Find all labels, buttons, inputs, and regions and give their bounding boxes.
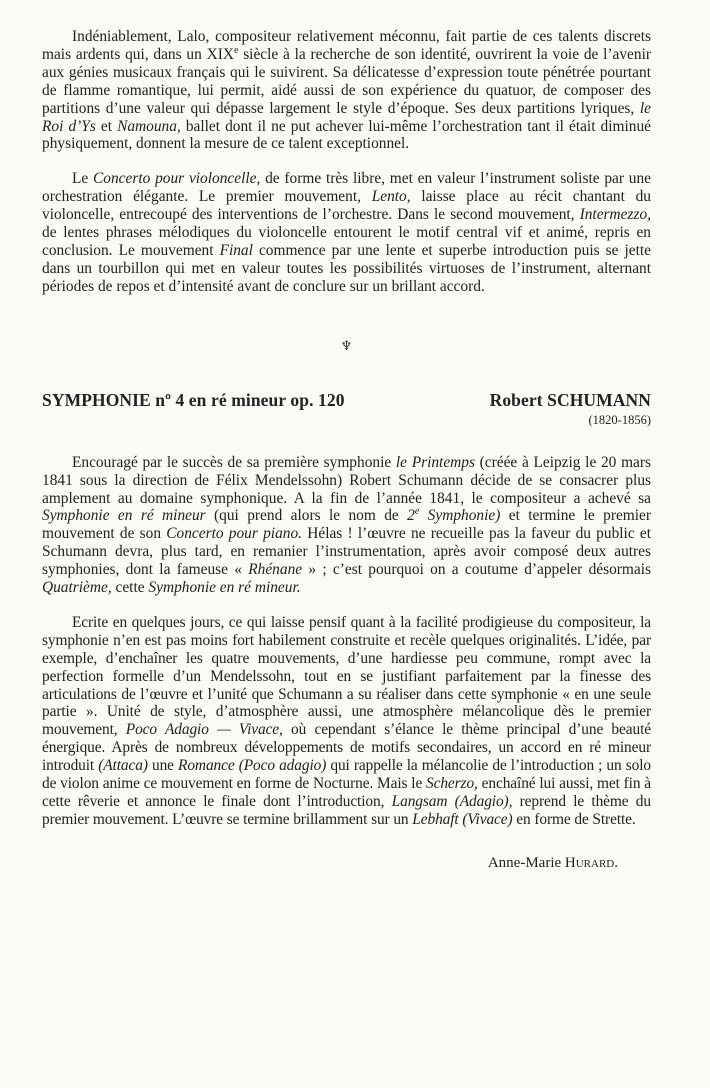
ornament-icon: ♆ xyxy=(340,337,353,353)
text-run: commence par une lente et superbe introduction puis se jette dans un tourbillon qui met en valeur toutes les possibilités virtuoses de l’instrument, alternant périodes de repos et d’intensité avant de conclure sur un brillant accord. xyxy=(42,241,651,295)
italic-text: Rhénane xyxy=(248,561,303,579)
text-run: en forme de Strette. xyxy=(512,810,636,828)
italic-text: Concerto pour violoncelle, xyxy=(93,170,261,188)
italic-text: (Attaca) xyxy=(98,757,148,775)
section-heading xyxy=(42,390,651,411)
text-run: qui rappelle la mélancolie de l’introduction ; un solo de violon anime ce mouvement en forme de Nocturne. Mais le xyxy=(42,757,651,793)
work-title: SYMPHONIE nº 4 en ré mineur op. 120 xyxy=(42,389,345,410)
signature-last-name: Hurard. xyxy=(564,854,618,871)
italic-text: Concerto pour piano. xyxy=(166,525,303,543)
text-run: de lentes phrases mélodiques du violoncelle entourent le motif central vif et animé, repris en conclusion. Le mouvement xyxy=(42,224,651,259)
italic-text: 2 xyxy=(407,507,415,525)
text-run: Ecrite en quelques jours, ce qui laisse pensif quant à la facilité prodigieuse du compositeur, la symphonie n’en est pas moins fort habilement construite et recèle quelques originalités. L’idée, par exemple, d’enchaîner les quatre mouvements, d’une hardiesse peu commune, rompt avec la perfection formelle d’un Mendelssohn, tout en se justifiant parfaitement par la finesse des articulations de l’œuvre et l’unité que Schumann a su réaliser dans cette symphonie « en une seule partie ». Unité de style, d’atmosphère aussi, une atmosphère mélancolique dès le premier mouvement, xyxy=(42,613,651,739)
italic-text: Symphonie en ré mineur xyxy=(42,507,206,525)
signature xyxy=(42,855,651,872)
text-run: Hélas ! l’œuvre ne recueille pas la faveur du public et Schumann devra, plus tard, en remanier l’instrumentation, après avoir composé deux autres symphonies, dont la fameuse « xyxy=(42,525,651,579)
text-run: une xyxy=(147,757,179,775)
text-run: où cependant s’élance le thème principal d’une beauté énergique. Après de nombreux développements de motifs secondaires, un accord en ré mineur introduit xyxy=(42,721,651,775)
italic-text: Poco Adagio — Vivace, xyxy=(125,721,283,739)
text-run: Indéniablement, Lalo, compositeur relativement méconnu, fait partie de ces talents discrets mais ardents qui, dans un XIX xyxy=(42,28,651,63)
text-run: et termine le premier mouvement de son xyxy=(42,507,651,543)
lalo-paragraph-1 xyxy=(42,28,651,153)
italic-text: Lebhaft (Vivace) xyxy=(412,810,513,828)
italic-text: Final xyxy=(219,241,253,259)
italic-text: Quatrième, xyxy=(42,579,112,597)
text-run: » ; c’est pourquoi on a coutume d’appeler désormais xyxy=(302,561,651,579)
composer-name: Robert SCHUMANN xyxy=(489,389,651,410)
schumann-paragraph-2 xyxy=(42,614,651,829)
text-run: et xyxy=(95,117,118,135)
text-run: reprend le thème du premier mouvement. L’œuvre se termine brillamment sur un xyxy=(42,793,651,828)
italic-text: Scherzo, xyxy=(426,775,478,793)
text-run: Encouragé par le succès de sa première symphonie xyxy=(72,453,396,471)
italic-text: Langsam (Adagio), xyxy=(391,793,513,810)
text-run: ballet dont il ne put achever lui-même l’orchestration tant il était diminué physiquement, donnent la mesure de ce talent exceptionnel. xyxy=(42,117,651,153)
text-run: siècle à la recherche de son identité, ouvrirent la voie de l’avenir aux génies musicaux français qui le suivirent. Sa délicatesse d’expression toute pénétrée pourtant de flamme romantique, lui permit, aidé aussi de son expérience du quatuor, de composer des partitions d’une valeur qui dépasse largement le style d’époque. Ses deux partitions lyriques, xyxy=(42,45,651,117)
italic-text: e xyxy=(414,506,420,518)
signature-first-name: Anne-Marie xyxy=(487,854,565,871)
italic-text: le Roi d’Ys xyxy=(42,99,651,135)
text-run: enchaîné lui aussi, met fin à cette rêverie et annonce le finale dont l’introduction, xyxy=(42,775,651,810)
italic-text: le Printemps xyxy=(395,453,475,471)
italic-text: Romance (Poco adagio) xyxy=(178,757,327,775)
text-run: e xyxy=(233,44,239,56)
italic-text: Namouna, xyxy=(117,117,181,135)
composer-dates: (1820-1856) xyxy=(588,412,651,427)
text-run: cette xyxy=(111,579,149,597)
text-run: de forme très libre, met en valeur l’instrument soliste par une orchestration élégante. Le premier mouvement, xyxy=(42,170,651,206)
document-page xyxy=(42,28,651,872)
schumann-paragraph-1 xyxy=(42,454,651,597)
italic-text: Symphonie) xyxy=(419,507,501,525)
italic-text: Symphonie en ré mineur. xyxy=(148,579,301,597)
italic-text: Lento, xyxy=(371,188,411,206)
lalo-paragraph-2 xyxy=(42,170,651,295)
text-run: Le xyxy=(72,170,94,188)
text-run: (qui prend alors le nom de xyxy=(205,507,408,525)
italic-text: Intermezzo, xyxy=(579,206,651,224)
text-run: (créée à Leipzig le 20 mars 1841 sous la direction de Félix Mendelssohn) Robert Schumann décide de se consacrer plus amplement au domaine symphonique. A la fin de l’année 1841, le compositeur a achevé sa xyxy=(42,453,651,507)
text-run: laisse place au récit chantant du violoncelle, entrecoupé des interventions de l’orchestre. Dans le second mouvement, xyxy=(42,188,651,224)
